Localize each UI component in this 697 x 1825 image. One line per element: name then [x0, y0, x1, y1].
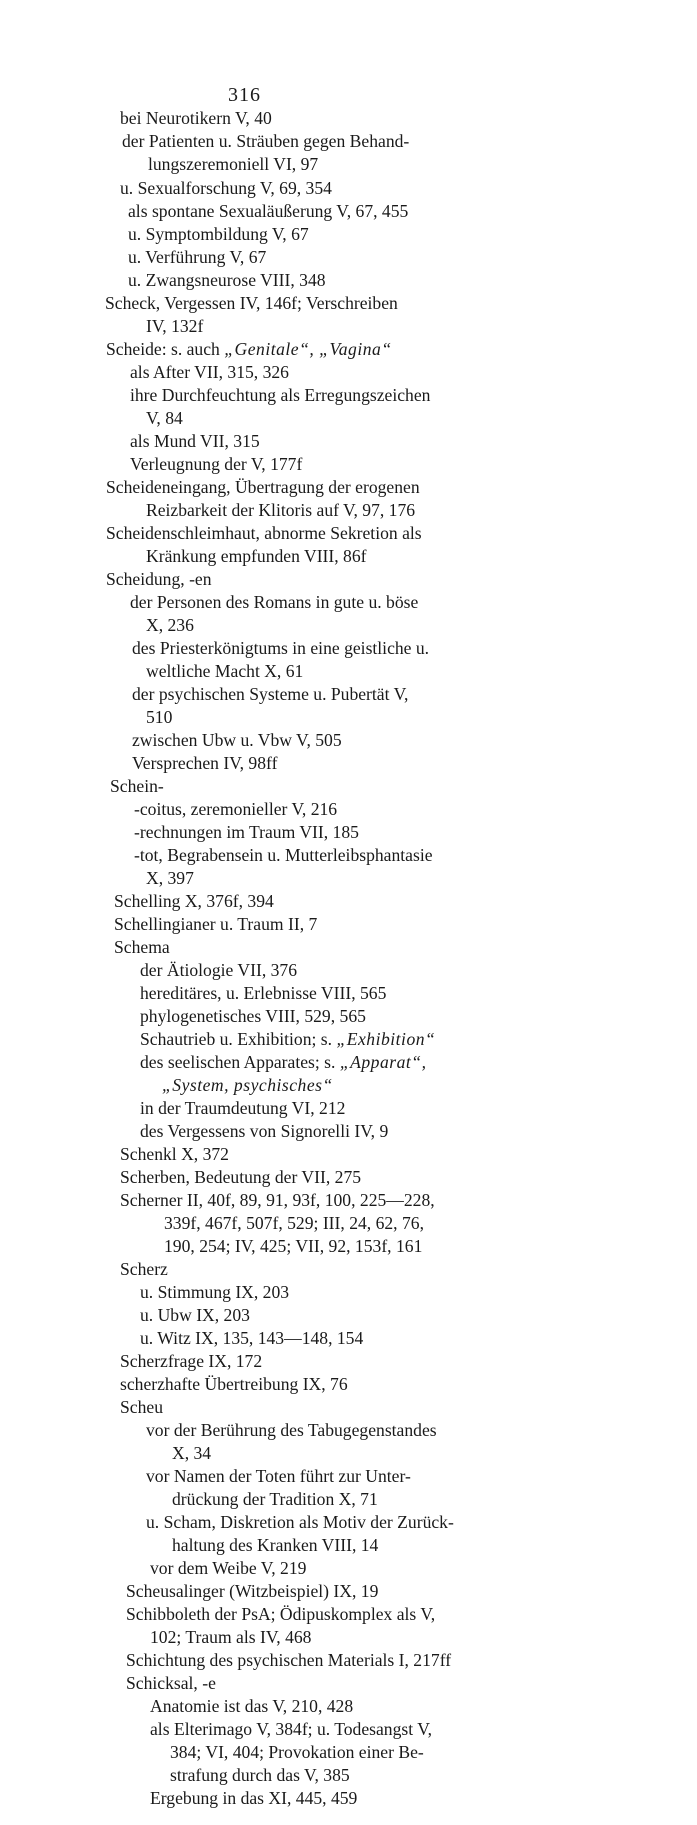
index-line: Reizbarkeit der Klitoris auf V, 97, 176: [146, 500, 416, 520]
index-line: u. Sexualforschung V, 69, 354: [120, 178, 332, 198]
index-line: -rechnungen im Traum VII, 185: [134, 822, 359, 842]
index-line: 190, 254; IV, 425; VII, 92, 153f, 161: [164, 1236, 423, 1256]
index-line: Scherz: [120, 1259, 168, 1279]
index-line: vor dem Weibe V, 219: [150, 1558, 307, 1578]
index-line: Schautrieb u. Exhibition; s. „Exhibition“: [140, 1029, 436, 1049]
index-line: phylogenetisches VIII, 529, 565: [140, 1006, 366, 1026]
index-line: Anatomie ist das V, 210, 428: [150, 1696, 354, 1716]
index-line: Schenkl X, 372: [120, 1144, 229, 1164]
index-line: Scheck, Vergessen IV, 146f; Verschreiben: [105, 293, 398, 313]
index-line: IV, 132f: [146, 316, 204, 336]
index-line: 384; VI, 404; Provokation einer Be-: [170, 1742, 424, 1762]
index-line: X, 397: [146, 868, 194, 888]
index-line: strafung durch das V, 385: [170, 1765, 350, 1785]
index-line: u. Verführung V, 67: [128, 247, 267, 267]
index-line: Scheidung, -en: [106, 569, 212, 589]
index-line: zwischen Ubw u. Vbw V, 505: [132, 730, 342, 750]
index-line: X, 236: [146, 615, 194, 635]
index-line: Schein-: [110, 776, 164, 796]
index-line: Scherner II, 40f, 89, 91, 93f, 100, 225—228,: [120, 1190, 435, 1210]
index-line: u. Zwangsneurose VIII, 348: [128, 270, 326, 290]
index-line: Schibboleth der PsA; Ödipuskomplex als V,: [126, 1604, 436, 1624]
page-number: 316: [228, 84, 261, 106]
index-line: u. Stimmung IX, 203: [140, 1282, 290, 1302]
index-line: als After VII, 315, 326: [130, 362, 289, 382]
index-line: weltliche Macht X, 61: [146, 661, 304, 681]
index-line: scherzhafte Übertreibung IX, 76: [120, 1374, 348, 1394]
index-line: des seelischen Apparates; s. „Apparat“,: [140, 1052, 427, 1072]
index-line: V, 84: [146, 408, 183, 428]
index-line: Verleugnung der V, 177f: [130, 454, 303, 474]
index-line: 339f, 467f, 507f, 529; III, 24, 62, 76,: [164, 1213, 424, 1233]
index-line: der Ätiologie VII, 376: [140, 960, 298, 980]
index-line: u. Symptombildung V, 67: [128, 224, 309, 244]
index-line: als Mund VII, 315: [130, 431, 260, 451]
index-line: Kränkung empfunden VIII, 86f: [146, 546, 367, 566]
index-line: -tot, Begrabensein u. Mutterleibsphantasie: [134, 845, 433, 865]
index-line: hereditäres, u. Erlebnisse VIII, 565: [140, 983, 387, 1003]
index-line: der Personen des Romans in gute u. böse: [130, 592, 419, 612]
index-line: Schelling X, 376f, 394: [114, 891, 274, 911]
index-line: haltung des Kranken VIII, 14: [172, 1535, 379, 1555]
index-line: Schicksal, -e: [126, 1673, 216, 1693]
index-line: „System, psychisches“: [162, 1075, 333, 1095]
index-line: 510: [146, 707, 173, 727]
index-line: bei Neurotikern V, 40: [120, 108, 272, 128]
index-line: Scherben, Bedeutung der VII, 275: [120, 1167, 362, 1187]
index-line: der psychischen Systeme u. Pubertät V,: [132, 684, 409, 704]
index-line: vor Namen der Toten führt zur Unter-: [146, 1466, 411, 1486]
index-line: Scheide: s. auch „Genitale“, „Vagina“: [106, 339, 392, 359]
index-line: als spontane Sexualäußerung V, 67, 455: [128, 201, 409, 221]
index-line: Scheusalinger (Witzbeispiel) IX, 19: [126, 1581, 379, 1601]
index-line: u. Witz IX, 135, 143—148, 154: [140, 1328, 364, 1348]
index-line: Schema: [114, 937, 170, 957]
index-line: der Patienten u. Sträuben gegen Behand-: [122, 131, 410, 151]
index-line: -coitus, zeremonieller V, 216: [134, 799, 338, 819]
index-line: vor der Berührung des Tabugegenstandes: [146, 1420, 437, 1440]
index-line: Ergebung in das XI, 445, 459: [150, 1788, 358, 1808]
index-line: Schichtung des psychischen Materials I, 217ff: [126, 1650, 452, 1670]
index-line: Scheideneingang, Übertragung der erogenen: [106, 477, 420, 497]
index-line: X, 34: [172, 1443, 212, 1463]
index-line: u. Scham, Diskretion als Motiv der Zurück-: [146, 1512, 454, 1532]
index-line: in der Traumdeutung VI, 212: [140, 1098, 346, 1118]
index-line: Versprechen IV, 98ff: [132, 753, 278, 773]
index-line: u. Ubw IX, 203: [140, 1305, 250, 1325]
index-line: Scheidenschleimhaut, abnorme Sekretion als: [106, 523, 422, 543]
index-line: Scheu: [120, 1397, 163, 1417]
index-line: Scherzfrage IX, 172: [120, 1351, 263, 1371]
index-line: lungszeremoniell VI, 97: [148, 154, 319, 174]
index-line: des Vergessens von Signorelli IV, 9: [140, 1121, 389, 1141]
index-line: 102; Traum als IV, 468: [150, 1627, 312, 1647]
index-line: drückung der Tradition X, 71: [172, 1489, 378, 1509]
index-line: des Priesterkönigtums in eine geistliche u.: [132, 638, 430, 658]
index-line: ihre Durchfeuchtung als Erregungszeichen: [130, 385, 431, 405]
index-line: Schellingianer u. Traum II, 7: [114, 914, 318, 934]
index-line: als Elterimago V, 384f; u. Todesangst V,: [150, 1719, 433, 1739]
